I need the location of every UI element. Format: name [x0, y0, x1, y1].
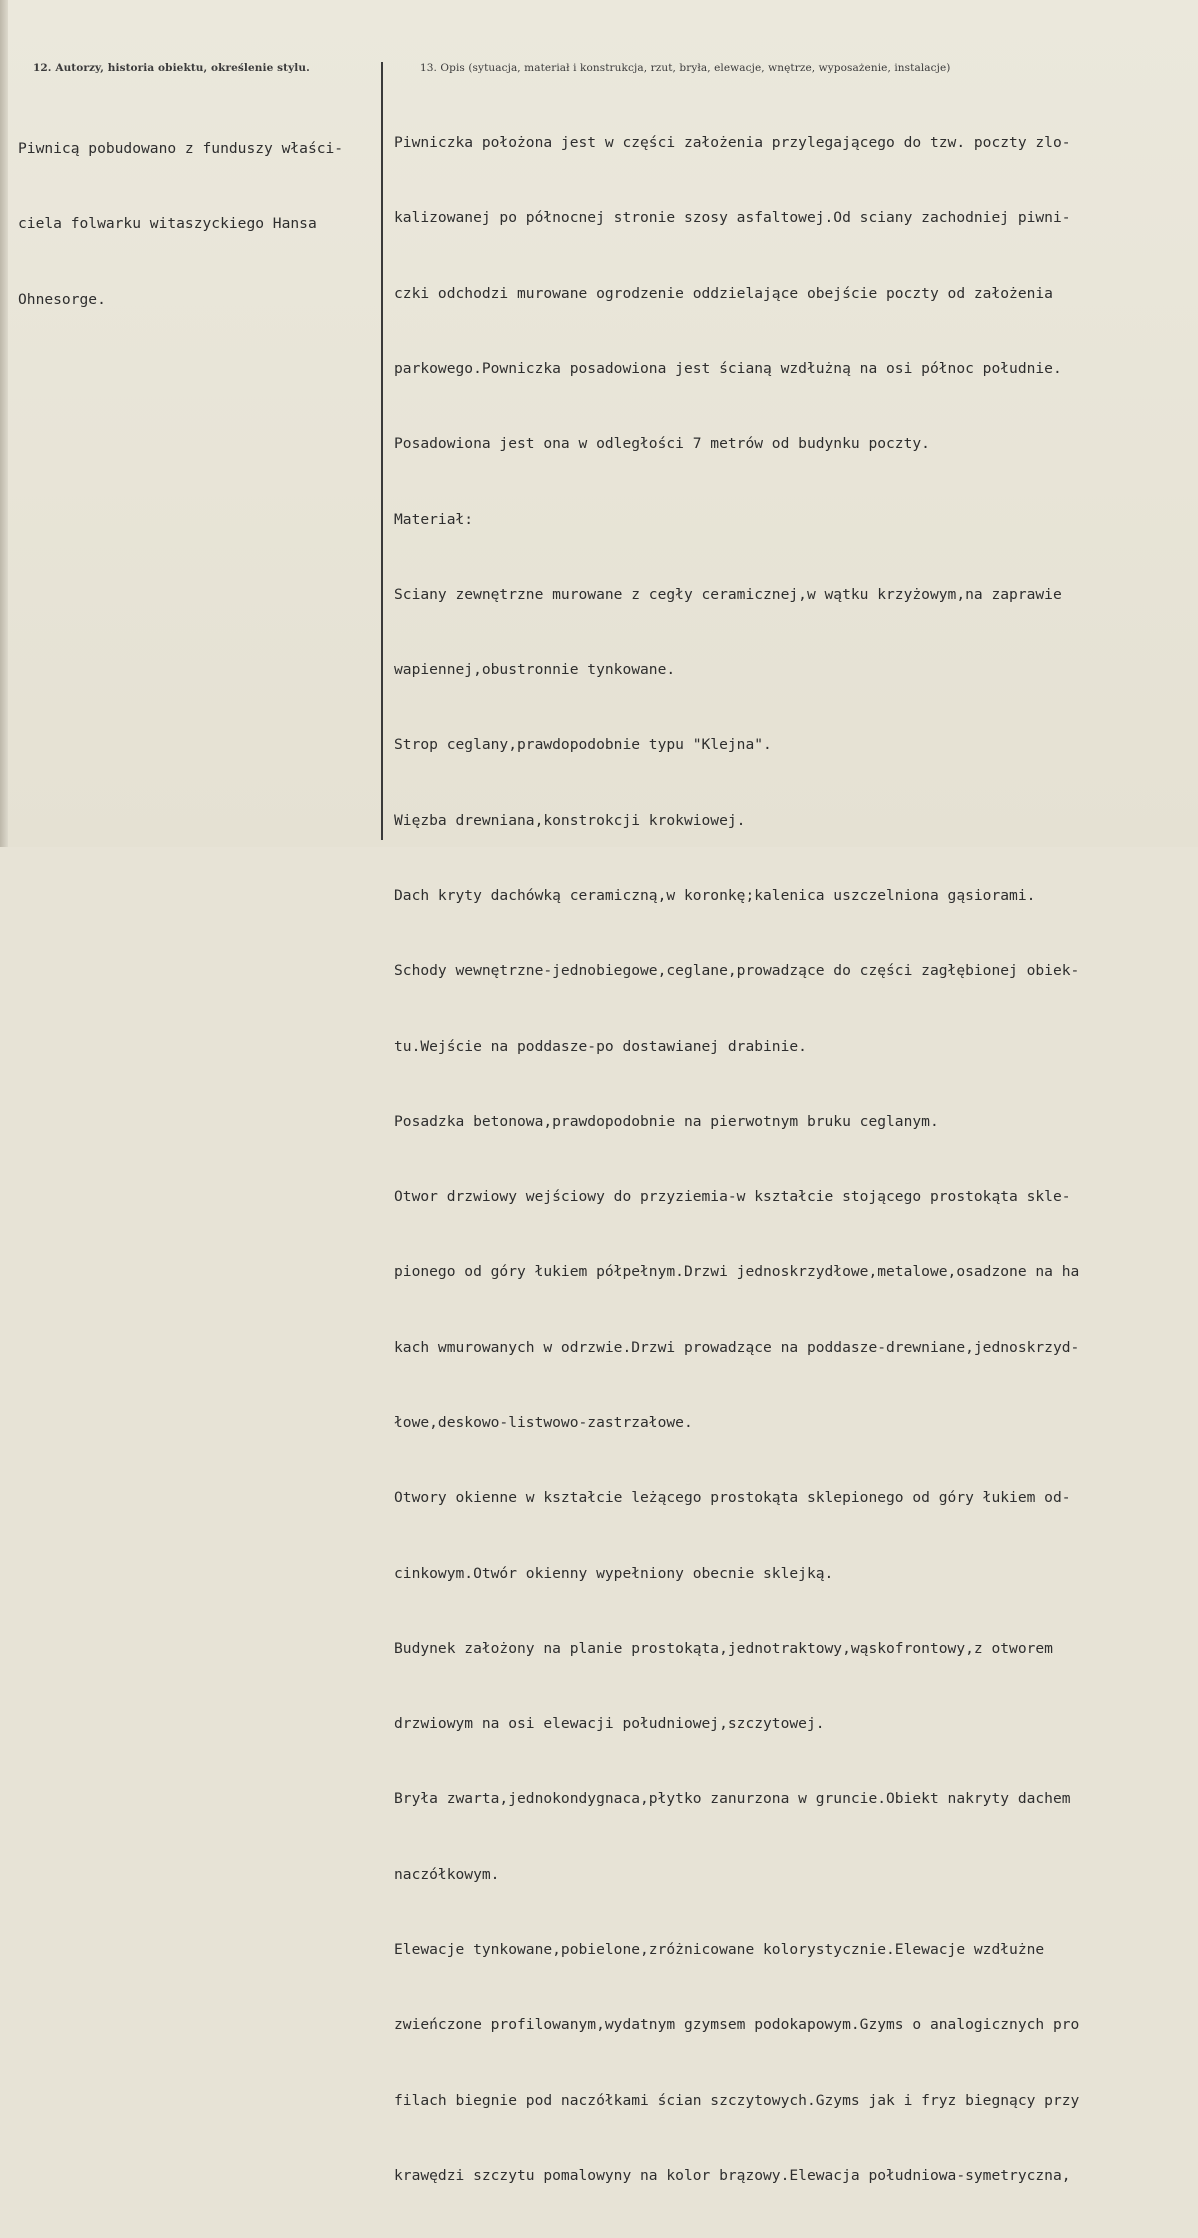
text-line: wapiennej,obustronnie tynkowane.: [394, 661, 676, 679]
text-line: krawędzi szczytu pomalowyny na kolor brązowy.Elewacja południowa-symetryczna,: [394, 2166, 1071, 2184]
text-line: Budynek założony na planie prostokąta,jednotraktowy,wąskofrontowy,z otworem: [394, 1639, 1053, 1657]
text-line: Posadzka betonowa,prawdopodobnie na pierwotnym bruku ceglanym.: [394, 1112, 939, 1130]
text-line: Strop ceglany,prawdopodobnie typu "Klejna".: [394, 736, 772, 754]
text-line: drzwiowym na osi elewacji południowej,szczytowej.: [394, 1715, 825, 1733]
text-line: tu.Wejście na poddasze-po dostawianej drabinie.: [394, 1037, 807, 1055]
section-12-text: [18, 86, 343, 362]
text-line: Ohnesorge.: [18, 290, 106, 308]
text-line: Schody wewnętrzne-jednobiegowe,ceglane,prowadzące do części zagłębionej obiek-: [394, 962, 1080, 980]
column-divider: [381, 62, 383, 840]
text-line: ciela folwarku witaszyckiego Hansa: [18, 215, 317, 233]
text-line: czki odchodzi murowane ogrodzenie oddzielające obejście poczty od założenia: [394, 284, 1053, 302]
text-line: Więzba drewniana,konstrokcji krokwiowej.: [394, 811, 746, 829]
text-line: Sciany zewnętrzne murowane z cegły ceramicznej,w wątku krzyżowym,na zaprawie: [394, 585, 1062, 603]
section-12-header: 12. Autorzy, historia obiektu, określenie stylu.: [33, 62, 310, 74]
text-line: zwieńczone profilowanym,wydatnym gzymsem podokapowym.Gzyms o analogicznych pro: [394, 2016, 1080, 2034]
text-line: cinkowym.Otwór okienny wypełniony obecnie sklejką.: [394, 1564, 834, 1582]
text-line: Piwniczka położona jest w części założenia przylegającego do tzw. poczty zlo-: [394, 134, 1071, 152]
text-line: pionego od góry łukiem półpełnym.Drzwi jednoskrzydłowe,metalowe,osadzone na ha: [394, 1263, 1080, 1281]
text-line: kalizowanej po północnej stronie szosy asfaltowej.Od sciany zachodniej piwni-: [394, 209, 1071, 227]
section-13-header: 13. Opis (sytuacja, materiał i konstrukcja, rzut, bryła, elewacje, wnętrze, wyposażenie, instalacje): [420, 62, 951, 74]
text-line: naczółkowym.: [394, 1865, 500, 1883]
text-line: Materiał:: [394, 510, 474, 528]
text-line: filach biegnie pod naczółkami ścian szczytowych.Gzyms jak i fryz biegnący przy: [394, 2091, 1080, 2109]
section-13-text: [394, 80, 1079, 2238]
text-line: Bryła zwarta,jednokondygnaca,płytko zanurzona w gruncie.Obiekt nakryty dachem: [394, 1790, 1071, 1808]
text-line: Otwory okienne w kształcie leżącego prostokąta sklepionego od góry łukiem od-: [394, 1489, 1071, 1507]
card-edge: [0, 0, 8, 847]
text-line: parkowego.Powniczka posadowiona jest ścianą wzdłużną na osi północ południe.: [394, 360, 1062, 378]
text-line: Elewacje tynkowane,pobielone,zróżnicowane kolorystycznie.Elewacje wzdłużne: [394, 1940, 1045, 1958]
text-line: Otwor drzwiowy wejściowy do przyziemia-w kształcie stojącego prostokąta skle-: [394, 1188, 1071, 1206]
text-line: Dach kryty dachówką ceramiczną,w koronkę;kalenica uszczelniona gąsiorami.: [394, 887, 1036, 904]
text-line: Posadowiona jest ona w odległości 7 metrów od budynku poczty.: [394, 435, 930, 453]
text-line: Piwnicą pobudowano z funduszy właści-: [18, 140, 344, 158]
text-line: łowe,deskowo-listwowo-zastrzałowe.: [394, 1413, 693, 1431]
text-line: kach wmurowanych w odrzwie.Drzwi prowadzące na poddasze-drewniane,jednoskrzyd-: [394, 1338, 1080, 1356]
